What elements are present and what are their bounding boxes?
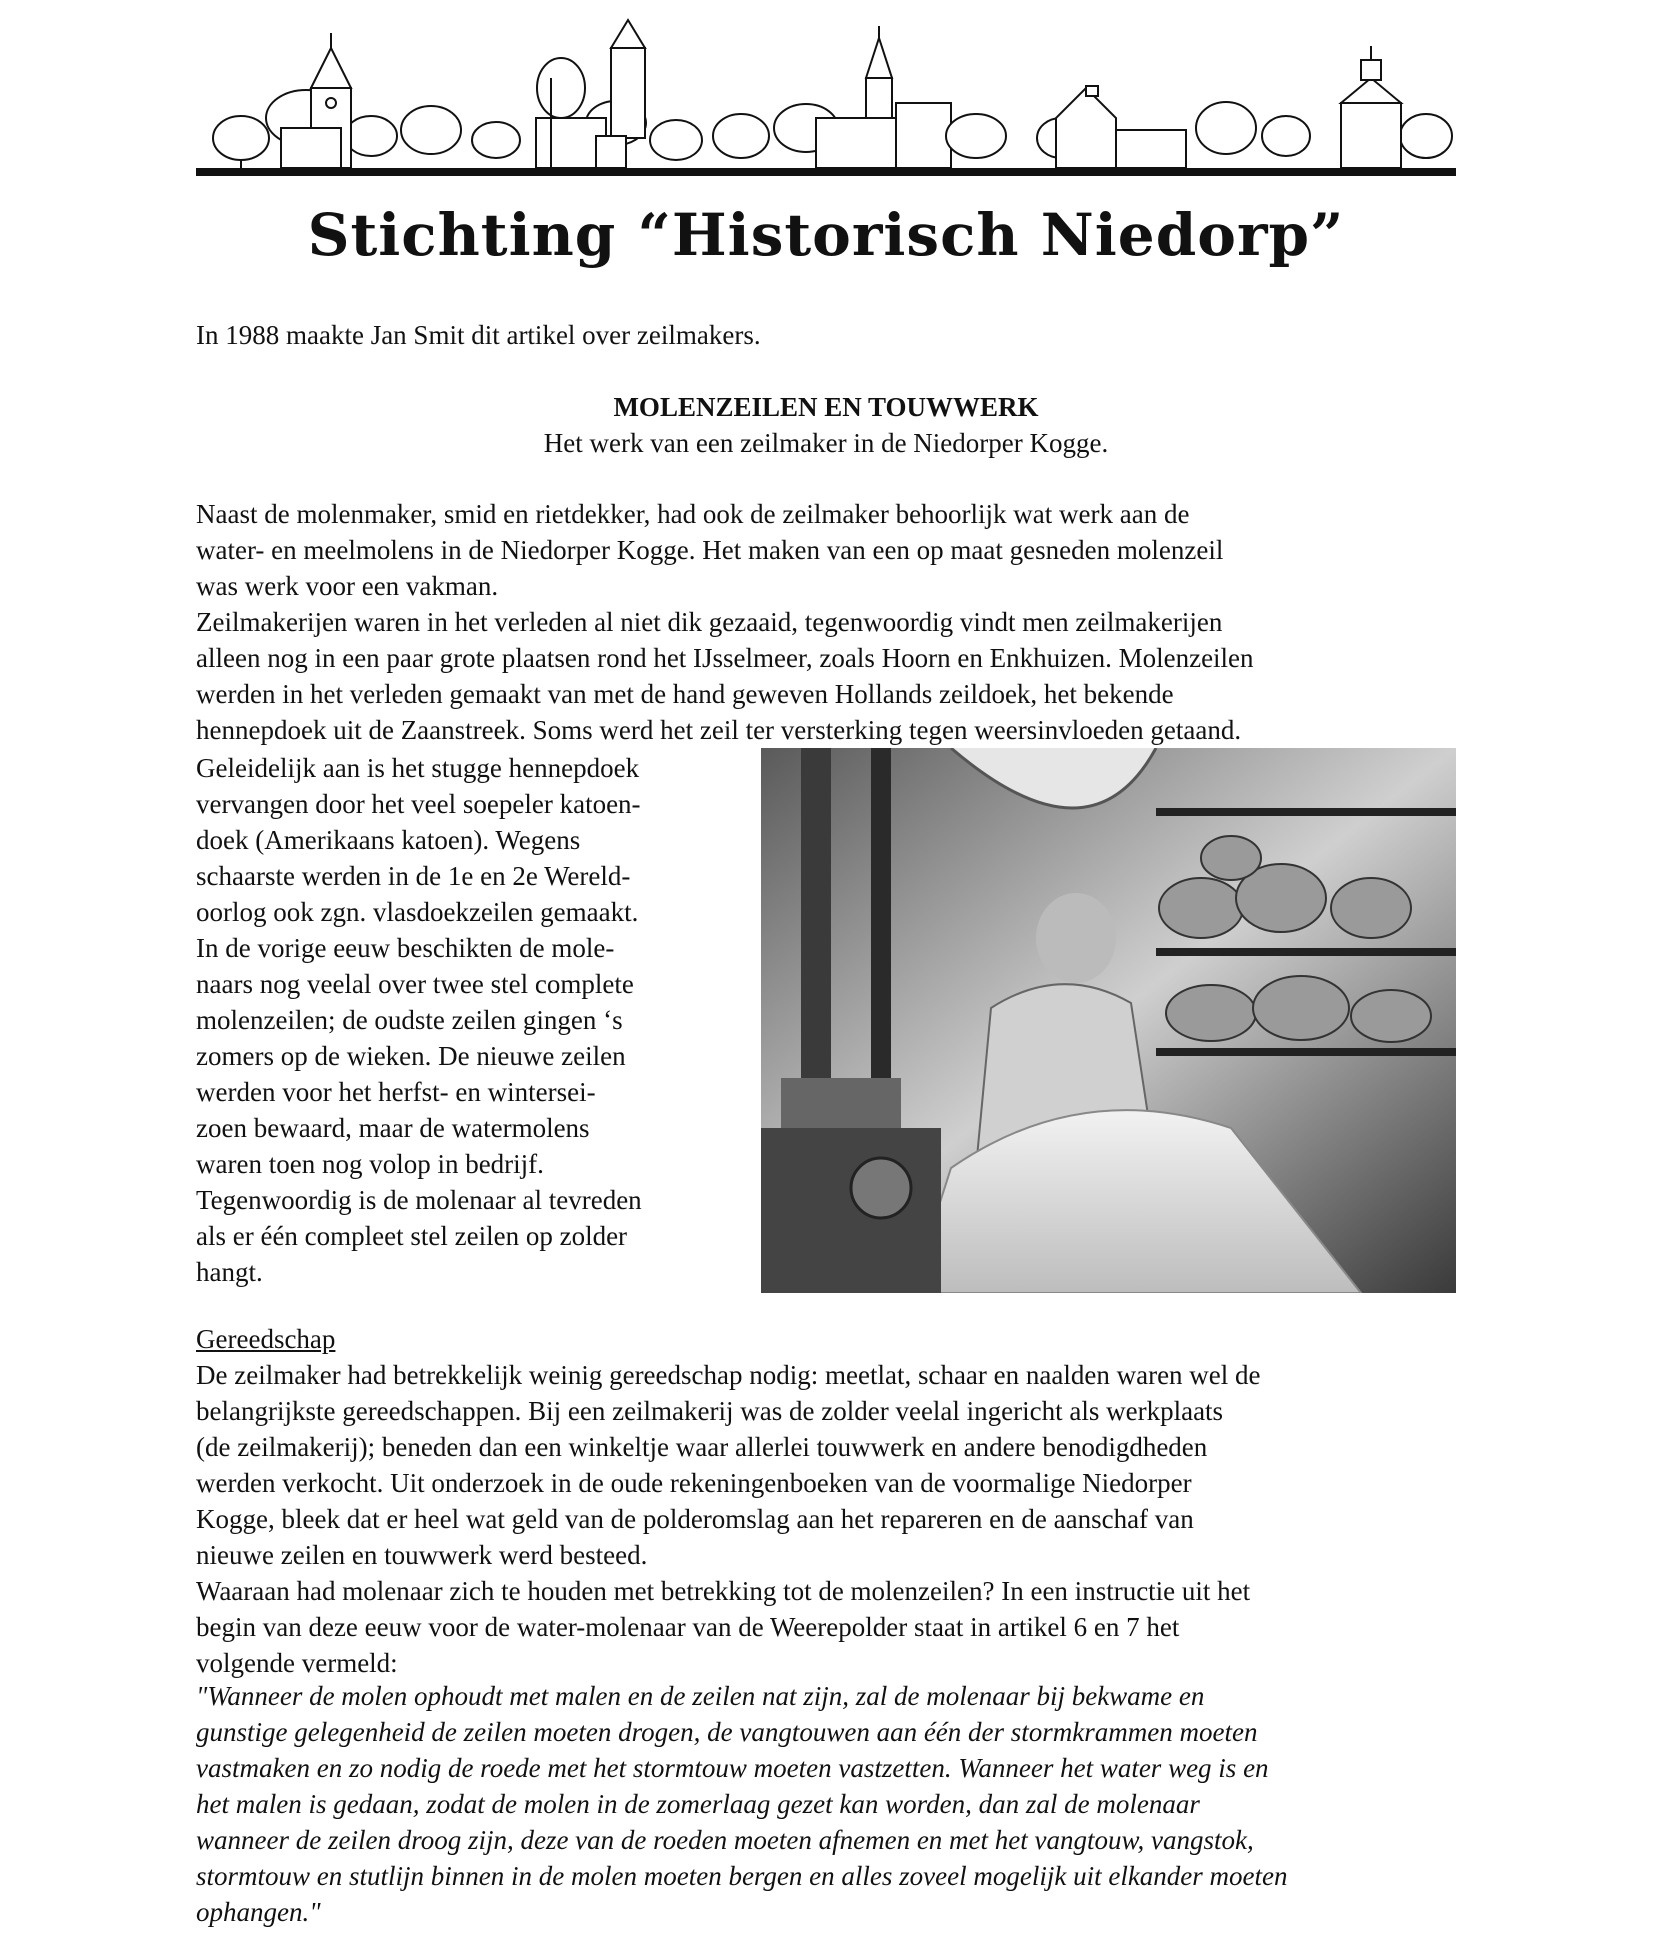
paragraph-molenzeilen — [196, 496, 1254, 748]
text-line: (de zeilmakerij); beneden dan een winkeltje waar allerlei touwwerk en andere benodigdheden — [196, 1432, 1208, 1462]
text-line: De zeilmaker had betrekkelijk weinig gereedschap nodig: meetlat, schaar en naalden waren wel de — [196, 1360, 1261, 1390]
text-line: schaarste werden in de 1e en 2e Wereld- — [196, 861, 631, 891]
text-line: water- en meelmolens in de Niedorper Kogge. Het maken van een op maat gesneden molenzeil — [196, 535, 1224, 565]
text-line: waren toen nog volop in bedrijf. — [196, 1149, 544, 1179]
text-line: werden in het verleden gemaakt van met de hand geweven Hollands zeildoek, het bekende — [196, 679, 1174, 709]
text-line: nieuwe zeilen en touwwerk werd besteed. — [196, 1540, 648, 1570]
masthead-title: Stichting “Historisch Niedorp” — [307, 201, 1345, 269]
article-title: MOLENZEILEN EN TOUWWERK — [613, 392, 1039, 422]
quote-line: gunstige gelegenheid de zeilen moeten drogen, de vangtouwen aan één der stormkrammen moeten — [196, 1717, 1258, 1747]
text-line: vervangen door het veel soepeler katoen- — [196, 789, 641, 819]
text-line: begin van deze eeuw voor de water-molenaar van de Weerepolder staat in artikel 6 en 7 het — [196, 1612, 1180, 1642]
quote-line: "Wanneer de molen ophoudt met malen en de zeilen nat zijn, zal de molenaar bij bekwame en — [196, 1681, 1205, 1711]
quote-line: ophangen." — [196, 1897, 321, 1927]
section-gereedschap — [196, 1321, 1261, 1681]
quote-line: stormtouw en stutlijn binnen in de molen moeten bergen en alles zoveel mogelijk uit elkander moeten — [196, 1861, 1288, 1891]
intro-line: In 1988 maakte Jan Smit dit artikel over zeilmakers. — [196, 320, 761, 350]
text-line: molenzeilen; de oudste zeilen gingen ‘s — [196, 1005, 623, 1035]
text-line: zomers op de wieken. De nieuwe zeilen — [196, 1041, 626, 1071]
quote-line: vastmaken en zo nodig de roede met het stormtouw moeten vastzetten. Wanneer het water weg is en — [196, 1753, 1269, 1783]
text-line: oorlog ook zgn. vlasdoekzeilen gemaakt. — [196, 897, 639, 927]
text-line: volgende vermeld: — [196, 1648, 398, 1678]
paragraph-hennepdoek — [196, 750, 642, 1290]
sailmaker-photo — [761, 748, 1456, 1293]
village-skyline-illustration — [196, 18, 1456, 196]
text-line: als er één compleet stel zeilen op zolder — [196, 1221, 628, 1251]
text-line: hennepdoek uit de Zaanstreek. Soms werd het zeil ter versterking tegen weersinvloeden getaand. — [196, 715, 1242, 745]
article-subtitle: Het werk van een zeilmaker in de Niedorper Kogge. — [543, 428, 1109, 458]
text-line: Naast de molenmaker, smid en rietdekker, had ook de zeilmaker behoorlijk wat werk aan de — [196, 499, 1190, 529]
text-line: werden voor het herfst- en wintersei- — [196, 1077, 596, 1107]
text-line: belangrijkste gereedschappen. Bij een zeilmakerij was de zolder veelal ingericht als werkplaats — [196, 1396, 1224, 1426]
quote-line: het malen is gedaan, zodat de molen in de zomerlaag gezet kan worden, dan zal de molenaar — [196, 1789, 1200, 1819]
text-line: alleen nog in een paar grote plaatsen rond het IJsselmeer, zoals Hoorn en Enkhuizen. Molenzeilen — [196, 643, 1254, 673]
text-line: naars nog veelal over twee stel complete — [196, 969, 634, 999]
text-line: Tegenwoordig is de molenaar al tevreden — [196, 1185, 642, 1215]
text-line: In de vorige eeuw beschikten de mole- — [196, 933, 615, 963]
text-line: Geleidelijk aan is het stugge hennepdoek — [196, 753, 640, 783]
text-line: Kogge, bleek dat er heel wat geld van de polderomslag aan het repareren en de aanschaf van — [196, 1504, 1194, 1534]
text-line: Zeilmakerijen waren in het verleden al niet dik gezaaid, tegenwoordig vindt men zeilmakerijen — [196, 607, 1223, 637]
quote-line: wanneer de zeilen droog zijn, deze van de roeden moeten afnemen en met het vangtouw, vangstok, — [196, 1825, 1254, 1855]
text-line: werden verkocht. Uit onderzoek in de oude rekeningenboeken van de voormalige Niedorper — [196, 1468, 1192, 1498]
text-line: hangt. — [196, 1257, 263, 1287]
text-line: was werk voor een vakman. — [196, 571, 499, 601]
instruction-quote — [196, 1678, 1288, 1930]
document-page — [196, 0, 1476, 1955]
text-line: doek (Amerikaans katoen). Wegens — [196, 825, 581, 855]
section-heading: Gereedschap — [196, 1324, 336, 1354]
text-line: Waaraan had molenaar zich te houden met betrekking tot de molenzeilen? In een instructie uit het — [196, 1576, 1251, 1606]
text-line: zoen bewaard, maar de watermolens — [196, 1113, 590, 1143]
